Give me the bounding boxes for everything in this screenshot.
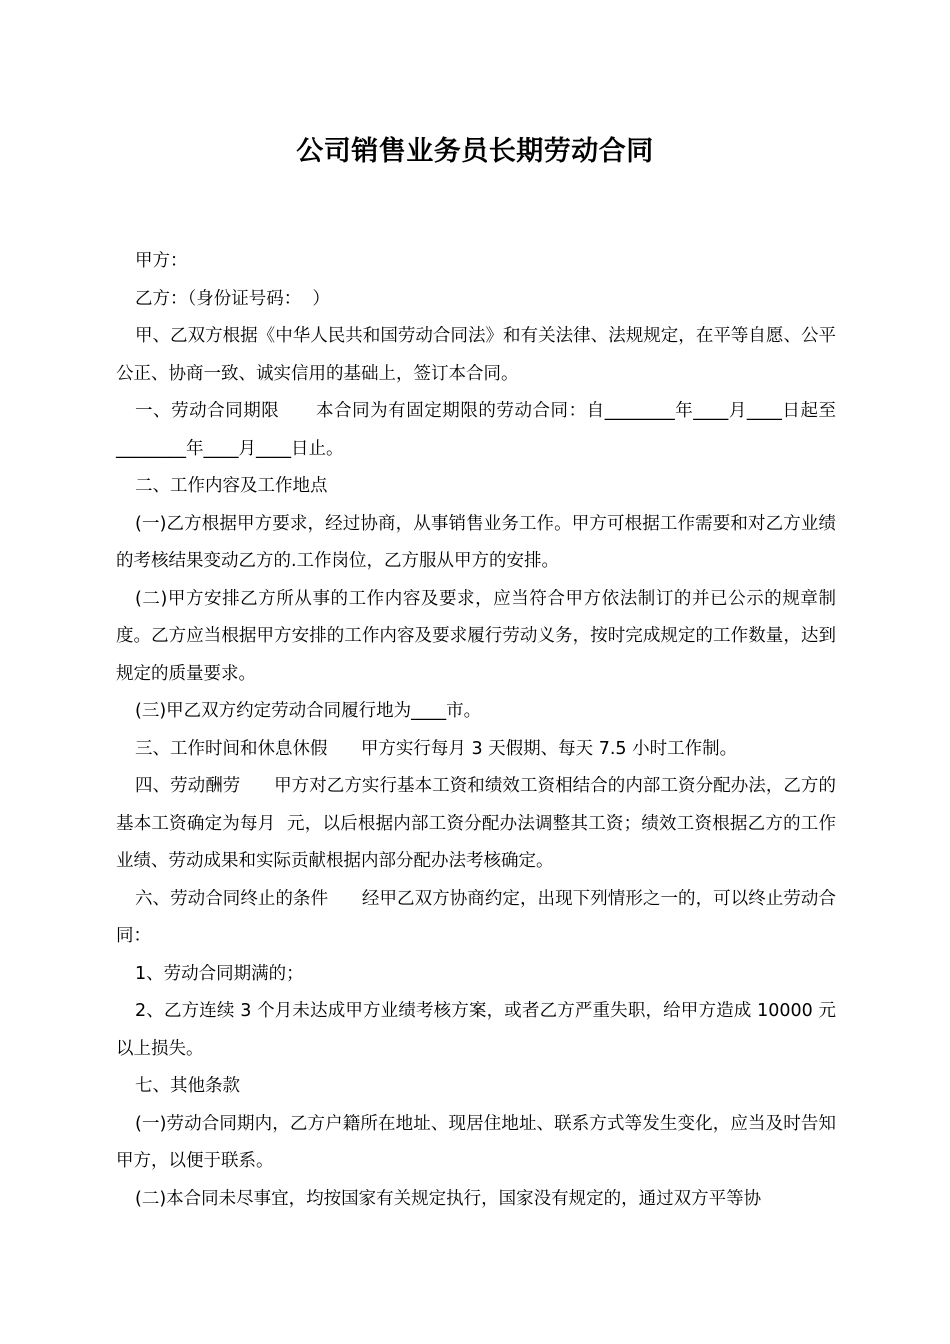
clause-work-content-3: (三)甲乙双方约定劳动合同履行地为____市。: [135, 701, 482, 721]
party-a-line: 甲方：: [135, 251, 188, 271]
clause-work-content-2: (二)甲方安排乙方所从事的工作内容及要求，应当符合甲方依法制订的并已公示的规章制度。乙方应当根据甲方安排的工作内容及要求履行劳动义务，按时完成规定的工作数量，达到规定的质量要求。: [116, 588, 836, 684]
clause-other-terms-1: (一)劳动合同期内，乙方户籍所在地址、现居住地址、联系方式等发生变化，应当及时告知甲方，以便于联系。: [116, 1113, 836, 1171]
clause-termination: 六、劳动合同终止的条件 经甲乙双方协商约定，出现下列情形之一的，可以终止劳动合同：: [116, 888, 836, 946]
preamble-paragraph: 甲、乙双方根据《中华人民共和国劳动合同法》和有关法律、法规规定，在平等自愿、公平公正、协商一致、诚实信用的基础上，签订本合同。: [116, 326, 836, 384]
document-body: [116, 243, 836, 1218]
party-b-line: 乙方：（身份证号码： ）: [135, 288, 330, 309]
clause-working-hours: 三、工作时间和休息休假 甲方实行每月 3 天假期、每天 7.5 小时工作制。: [135, 738, 738, 759]
document-title: 公司销售业务员长期劳动合同: [296, 136, 654, 167]
clause-remuneration: 四、劳动酬劳 甲方对乙方实行基本工资和绩效工资相结合的内部工资分配办法，乙方的基本工资确定为每月 元，以后根据内部工资分配办法调整其工资；绩效工资根据乙方的工作业绩、劳动成果和实际贡献根据内部分配办法考核确定。: [116, 776, 836, 871]
section-heading-work-content: 二、工作内容及工作地点: [135, 476, 328, 496]
clause-other-terms-2: (二)本合同未尽事宜，均按国家有关规定执行，国家没有规定的，通过双方平等协: [135, 1188, 762, 1209]
termination-item-1: 1、劳动合同期满的；: [135, 963, 304, 984]
clause-work-content-1: (一)乙方根据甲方要求，经过协商，从事销售业务工作。甲方可根据工作需要和对乙方业绩的考核结果变动乙方的.工作岗位，乙方服从甲方的安排。: [116, 513, 836, 571]
termination-item-2: 2、乙方连续 3 个月未达成甲方业绩考核方案，或者乙方严重失职，给甲方造成 10000 元以上损失。: [116, 1001, 836, 1059]
clause-contract-term: 一、劳动合同期限 本合同为有固定期限的劳动合同：自________年____月____日起至________年____月____日止。: [116, 401, 836, 459]
section-heading-other-terms: 七、其他条款: [135, 1076, 240, 1096]
